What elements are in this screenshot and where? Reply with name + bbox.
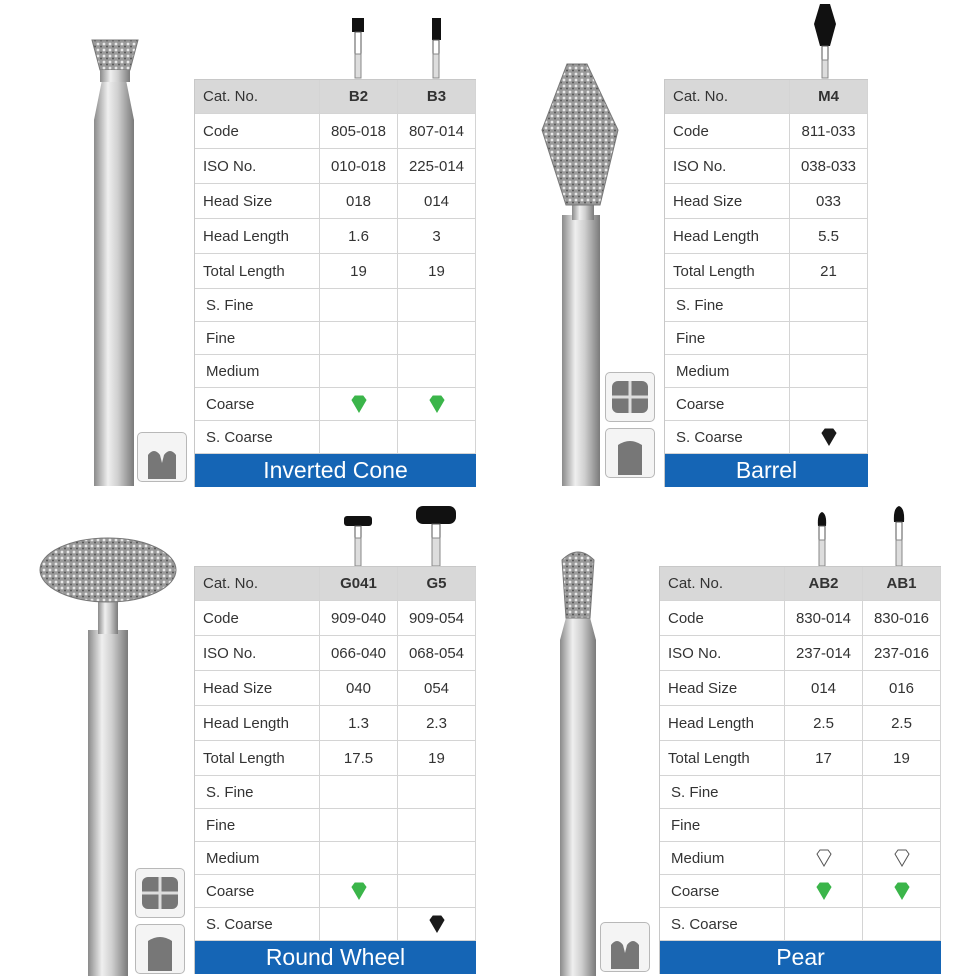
row-label: ISO No.	[660, 636, 785, 670]
crown-prep-icon	[135, 924, 185, 974]
grit-cell	[790, 355, 868, 387]
grit-cell	[398, 322, 476, 354]
grit-cell	[863, 776, 941, 808]
grit-cell	[320, 776, 398, 808]
table-row	[660, 706, 941, 741]
grit-cell	[790, 421, 868, 453]
shape-name-banner: Round Wheel	[195, 941, 476, 974]
grit-cell	[863, 809, 941, 841]
row-label: Total Length	[660, 741, 785, 775]
table-row	[195, 706, 476, 741]
row-label: Total Length	[195, 741, 320, 775]
total-length-cell: 21	[790, 254, 868, 288]
grit-cell	[398, 776, 476, 808]
head-length-cell: 1.3	[320, 706, 398, 740]
inverted-cone-profile-icons	[346, 16, 446, 80]
row-label: Coarse	[195, 388, 320, 420]
coarse-grit-icon	[350, 395, 368, 413]
grit-cell	[863, 842, 941, 874]
pear-bur-image	[490, 490, 660, 980]
application-thumbnails	[605, 372, 655, 484]
row-label: Cat. No.	[195, 567, 320, 600]
head-length-cell: 2.5	[785, 706, 863, 740]
row-label: Coarse	[660, 875, 785, 907]
table-row	[195, 355, 476, 388]
row-label: S. Fine	[660, 776, 785, 808]
table-row	[195, 289, 476, 322]
barrel-table	[664, 79, 868, 487]
cat-no-cell: B2	[320, 80, 398, 113]
table-row	[665, 184, 868, 219]
application-thumbnails	[600, 922, 650, 978]
iso-cell: 068-054	[398, 636, 476, 670]
row-label: Total Length	[195, 254, 320, 288]
table-row	[665, 149, 868, 184]
head-length-cell: 2.5	[863, 706, 941, 740]
table-row	[195, 254, 476, 289]
medium-grit-icon	[815, 849, 833, 867]
head-size-cell: 054	[398, 671, 476, 705]
grit-cell	[863, 908, 941, 940]
code-cell: 830-014	[785, 601, 863, 635]
iso-cell: 237-016	[863, 636, 941, 670]
cat-no-cell: G041	[320, 567, 398, 600]
iso-cell: 010-018	[320, 149, 398, 183]
table-row	[665, 421, 868, 454]
pear-profile-icons	[812, 504, 912, 568]
grit-cell	[398, 355, 476, 387]
shape-name-banner: Pear	[660, 941, 941, 974]
grit-cell	[320, 322, 398, 354]
head-size-cell: 033	[790, 184, 868, 218]
row-label: Cat. No.	[665, 80, 790, 113]
panel-barrel	[490, 0, 980, 490]
row-label: Head Length	[660, 706, 785, 740]
table-row	[195, 79, 476, 114]
head-size-cell: 014	[398, 184, 476, 218]
coarse-grit-icon	[428, 395, 446, 413]
table-row	[195, 388, 476, 421]
row-label: Code	[195, 601, 320, 635]
table-row	[660, 809, 941, 842]
grit-cell	[785, 908, 863, 940]
table-row	[660, 842, 941, 875]
iso-cell: 066-040	[320, 636, 398, 670]
head-size-cell: 014	[785, 671, 863, 705]
total-length-cell: 17.5	[320, 741, 398, 775]
cat-no-cell: G5	[398, 567, 476, 600]
application-thumbnails	[137, 432, 187, 488]
panel-round-wheel	[0, 490, 490, 980]
grit-cell	[785, 809, 863, 841]
row-label: Fine	[195, 322, 320, 354]
table-row	[660, 776, 941, 809]
grit-cell	[398, 875, 476, 907]
table-row	[665, 388, 868, 421]
coarse-grit-icon	[893, 882, 911, 900]
table-row	[195, 809, 476, 842]
grit-cell	[320, 842, 398, 874]
table-row	[195, 322, 476, 355]
panel-pear	[490, 490, 980, 980]
grit-cell	[398, 289, 476, 321]
application-thumbnails	[135, 868, 185, 980]
total-length-cell: 19	[320, 254, 398, 288]
inverted-cone-bur-image	[0, 0, 190, 490]
row-label: Head Size	[665, 184, 790, 218]
grit-cell	[785, 776, 863, 808]
iso-cell: 225-014	[398, 149, 476, 183]
row-label: Fine	[660, 809, 785, 841]
cat-no-cell: AB2	[785, 567, 863, 600]
row-label: Head Size	[195, 184, 320, 218]
grit-cell	[398, 842, 476, 874]
crown-prep-icon	[605, 428, 655, 478]
code-cell: 830-016	[863, 601, 941, 635]
row-label: Head Length	[665, 219, 790, 253]
row-label: Coarse	[195, 875, 320, 907]
grit-cell	[398, 908, 476, 940]
row-label: Fine	[195, 809, 320, 841]
medium-grit-icon	[893, 849, 911, 867]
total-length-cell: 17	[785, 741, 863, 775]
table-row	[195, 601, 476, 636]
row-label: Cat. No.	[195, 80, 320, 113]
row-label: S. Coarse	[195, 421, 320, 453]
row-label: Code	[195, 114, 320, 148]
cat-no-cell: M4	[790, 80, 868, 113]
grit-cell	[785, 875, 863, 907]
head-size-cell: 040	[320, 671, 398, 705]
row-label: Head Size	[195, 671, 320, 705]
code-cell: 805-018	[320, 114, 398, 148]
table-row	[660, 566, 941, 601]
round-wheel-table	[194, 566, 476, 974]
cat-no-cell: B3	[398, 80, 476, 113]
head-length-cell: 5.5	[790, 219, 868, 253]
row-label: S. Fine	[195, 776, 320, 808]
table-row	[195, 776, 476, 809]
code-cell: 807-014	[398, 114, 476, 148]
table-row	[665, 289, 868, 322]
grit-cell	[320, 355, 398, 387]
row-label: Code	[660, 601, 785, 635]
table-row	[195, 219, 476, 254]
grit-cell	[320, 875, 398, 907]
table-row	[665, 79, 868, 114]
table-row	[665, 322, 868, 355]
row-label: S. Fine	[195, 289, 320, 321]
row-label: Head Size	[660, 671, 785, 705]
table-row	[660, 875, 941, 908]
occlusal-icon	[605, 372, 655, 422]
row-label: Coarse	[665, 388, 790, 420]
row-label: ISO No.	[195, 149, 320, 183]
head-length-cell: 3	[398, 219, 476, 253]
row-label: Medium	[660, 842, 785, 874]
row-label: ISO No.	[665, 149, 790, 183]
table-row	[660, 671, 941, 706]
table-row	[195, 566, 476, 601]
row-label: Medium	[665, 355, 790, 387]
coarse-grit-icon	[350, 882, 368, 900]
barrel-profile-icon	[810, 2, 840, 80]
table-row	[195, 908, 476, 941]
panel-inverted-cone	[0, 0, 490, 490]
shape-name-banner: Inverted Cone	[195, 454, 476, 487]
round-wheel-profile-icons	[340, 504, 460, 568]
row-label: Medium	[195, 842, 320, 874]
row-label: Head Length	[195, 219, 320, 253]
code-cell: 909-040	[320, 601, 398, 635]
row-label: Medium	[195, 355, 320, 387]
grit-cell	[398, 809, 476, 841]
total-length-cell: 19	[863, 741, 941, 775]
grit-cell	[320, 421, 398, 453]
row-label: S. Coarse	[660, 908, 785, 940]
grit-cell	[398, 421, 476, 453]
grit-cell	[790, 289, 868, 321]
table-row	[195, 671, 476, 706]
table-row	[195, 842, 476, 875]
table-row	[660, 741, 941, 776]
row-label: Head Length	[195, 706, 320, 740]
total-length-cell: 19	[398, 254, 476, 288]
grit-cell	[320, 908, 398, 940]
table-row	[660, 636, 941, 671]
table-row	[195, 149, 476, 184]
grit-cell	[398, 388, 476, 420]
grit-cell	[320, 388, 398, 420]
table-row	[660, 908, 941, 941]
pear-table	[659, 566, 941, 974]
head-length-cell: 1.6	[320, 219, 398, 253]
table-row	[195, 184, 476, 219]
grit-cell	[790, 388, 868, 420]
table-row	[665, 219, 868, 254]
grit-cell	[790, 322, 868, 354]
table-row	[195, 875, 476, 908]
inverted-cone-table	[194, 79, 476, 487]
row-label: Total Length	[665, 254, 790, 288]
total-length-cell: 19	[398, 741, 476, 775]
s-coarse-grit-icon	[820, 428, 838, 446]
shape-name-banner: Barrel	[665, 454, 868, 487]
table-row	[195, 741, 476, 776]
row-label: Code	[665, 114, 790, 148]
iso-cell: 038-033	[790, 149, 868, 183]
grit-cell	[863, 875, 941, 907]
code-cell: 811-033	[790, 114, 868, 148]
crown-prep-icon	[137, 432, 187, 482]
head-length-cell: 2.3	[398, 706, 476, 740]
table-row	[665, 355, 868, 388]
head-size-cell: 018	[320, 184, 398, 218]
table-row	[660, 601, 941, 636]
row-label: Cat. No.	[660, 567, 785, 600]
table-row	[195, 421, 476, 454]
row-label: S. Coarse	[665, 421, 790, 453]
row-label: Fine	[665, 322, 790, 354]
grit-cell	[785, 842, 863, 874]
table-row	[195, 636, 476, 671]
s-coarse-grit-icon	[428, 915, 446, 933]
code-cell: 909-054	[398, 601, 476, 635]
occlusal-icon	[135, 868, 185, 918]
grit-cell	[320, 289, 398, 321]
row-label: ISO No.	[195, 636, 320, 670]
table-row	[195, 114, 476, 149]
row-label: S. Coarse	[195, 908, 320, 940]
head-size-cell: 016	[863, 671, 941, 705]
coarse-grit-icon	[815, 882, 833, 900]
table-row	[665, 114, 868, 149]
crown-prep-icon	[600, 922, 650, 972]
grit-cell	[320, 809, 398, 841]
cat-no-cell: AB1	[863, 567, 941, 600]
row-label: S. Fine	[665, 289, 790, 321]
table-row	[665, 254, 868, 289]
iso-cell: 237-014	[785, 636, 863, 670]
